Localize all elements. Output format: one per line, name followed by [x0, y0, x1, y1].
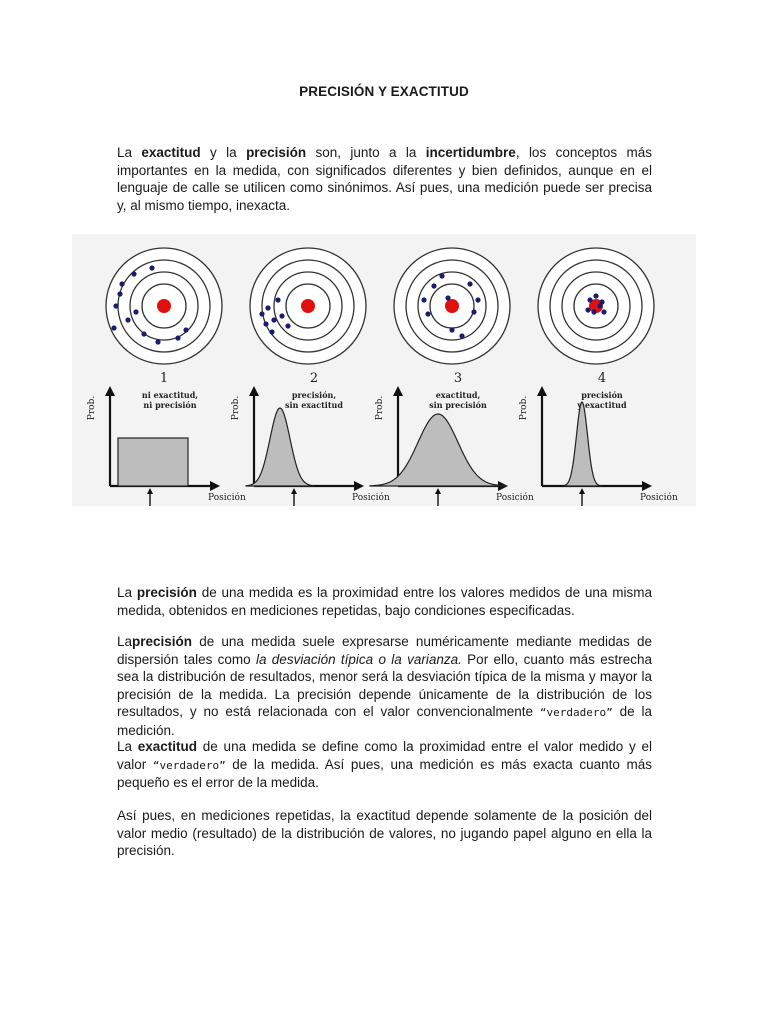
- measurement-dot: [275, 297, 280, 302]
- measurement-dot: [439, 273, 444, 278]
- bullseye-center: [445, 299, 459, 313]
- panel-number: 3: [453, 371, 463, 386]
- distribution-shape: [370, 414, 506, 486]
- panel-caption-line2: sin exactitud: [285, 400, 343, 410]
- measurement-dot: [459, 333, 464, 338]
- x-axis-arrow: [210, 481, 220, 491]
- true-value-marker-head: [147, 488, 153, 494]
- paragraph-accuracy-conclusion: [117, 807, 652, 860]
- bold-term: exactitud: [137, 739, 198, 754]
- y-axis-label: Prob.: [519, 395, 529, 421]
- x-axis-label: Posición: [352, 493, 390, 503]
- text-span: Así pues, en mediciones repetidas, la exactitud depende solamente de la posición del valor medio (resultado) de la distribución de valores, no jugando papel alguno en ella la precisión.: [117, 808, 652, 858]
- paragraph-intro: [117, 144, 652, 214]
- panel-caption-line1: ni exactitud,: [141, 390, 199, 400]
- text-span: La: [117, 585, 137, 600]
- measurement-dot: [431, 283, 436, 288]
- measurement-dot: [587, 297, 592, 302]
- measurement-dot: [117, 291, 122, 296]
- bold-term: precisión: [136, 585, 197, 600]
- y-axis-label: Prob.: [231, 395, 241, 421]
- text-span: de la medición.: [117, 704, 652, 738]
- measurement-dot: [597, 303, 602, 308]
- measurement-dot: [593, 293, 598, 298]
- text-span: son, junto a la: [306, 145, 426, 160]
- measurement-dot: [449, 327, 454, 332]
- measurement-dot: [445, 295, 450, 300]
- quoted-term: “verdadero”: [152, 758, 226, 772]
- measurement-dot: [585, 307, 590, 312]
- distribution-shape: [118, 438, 188, 486]
- measurement-dot: [265, 305, 270, 310]
- text-span: La: [117, 739, 138, 754]
- x-axis-label: Posición: [208, 493, 246, 503]
- text-span: Por ello, cuanto más estrecha sea la distribución de resultados, menor será la desviación típica de la misma y mayor la precisión de la medida. La precisión depende únicamente de la distribución de los resultados, y no está relacionada con el valor convencionalmente: [117, 651, 652, 719]
- panel-caption-line1: exactitud,: [435, 390, 481, 400]
- measurement-dot: [471, 309, 476, 314]
- y-axis-label: Prob.: [87, 395, 97, 421]
- bold-term: precisión: [246, 145, 307, 160]
- measurement-dot: [279, 313, 284, 318]
- measurement-dot: [133, 309, 138, 314]
- measurement-dot: [149, 265, 154, 270]
- quoted-term: “verdadero”: [539, 706, 613, 719]
- text-span: de una medida se define como la proximidad entre el valor medido y el valor: [117, 739, 652, 772]
- text-span: , los conceptos más importantes en la medida, con significados diferentes y bien definidos, aunque en el lenguaje de calle se utilicen como sinónimos. Así pues, una medición puede ser precisa y, al mismo tiempo, inexacta.: [117, 145, 652, 213]
- measurement-dot: [113, 303, 118, 308]
- y-axis-arrow: [537, 386, 547, 396]
- panel-number: 4: [597, 371, 607, 386]
- panel-caption-line2: y exactitud: [577, 400, 627, 410]
- measurement-dot: [263, 321, 268, 326]
- panel-number: 1: [159, 371, 169, 386]
- panel-caption-line1: precisión: [581, 390, 623, 400]
- precision-accuracy-figure: [72, 234, 696, 506]
- measurement-dot: [285, 323, 290, 328]
- distribution-shape: [563, 402, 600, 486]
- true-value-marker-head: [435, 488, 441, 494]
- panel-number: 2: [309, 371, 319, 386]
- x-axis-arrow: [642, 481, 652, 491]
- measurement-dot: [155, 339, 160, 344]
- measurement-dot: [119, 281, 124, 286]
- y-axis-arrow: [249, 386, 259, 396]
- panel-caption-line2: sin precisión: [429, 400, 487, 410]
- paragraph-accuracy-definition: [117, 738, 652, 792]
- measurement-dot: [141, 331, 146, 336]
- panel-caption-line1: precisión,: [291, 390, 337, 400]
- measurement-dot: [131, 271, 136, 276]
- text-span: y la: [200, 145, 247, 160]
- measurement-dot: [425, 311, 430, 316]
- text-span: La: [117, 145, 142, 160]
- measurement-dot: [269, 329, 274, 334]
- x-axis-label: Posición: [496, 493, 534, 503]
- y-axis-arrow: [393, 386, 403, 396]
- measurement-dot: [111, 325, 116, 330]
- bold-term: incertidumbre: [425, 145, 516, 160]
- measurement-dot: [183, 327, 188, 332]
- true-value-marker-head: [291, 488, 297, 494]
- bullseye-center: [157, 299, 171, 313]
- text-span: La: [117, 634, 133, 649]
- text-span: de la medida. Así pues, una medición es más exacta cuanto más pequeño es el error de la medida.: [117, 756, 652, 790]
- page-title: PRECISIÓN Y EXACTITUD: [299, 84, 469, 99]
- y-axis-label: Prob.: [375, 395, 385, 421]
- italic-term: la desviación típica o la varianza.: [255, 651, 462, 667]
- true-value-marker-head: [579, 488, 585, 494]
- paragraph-precision-dispersion: [117, 633, 652, 739]
- panel-caption-line2: ni precisión: [143, 400, 197, 410]
- measurement-dot: [125, 317, 130, 322]
- y-axis-arrow: [105, 386, 115, 396]
- bold-term: precisión: [132, 634, 193, 649]
- measurement-dot: [175, 335, 180, 340]
- bullseye-center: [301, 299, 315, 313]
- figure-svg: [72, 234, 696, 506]
- measurement-dot: [591, 309, 596, 314]
- text-span: de una medida suele expresarse numéricamente mediante medidas de dispersión tales como: [117, 634, 652, 667]
- measurement-dot: [475, 297, 480, 302]
- bold-term: exactitud: [141, 145, 201, 160]
- measurement-dot: [259, 311, 264, 316]
- text-span: de una medida es la proximidad entre los valores medidos de una misma medida, obtenidos en mediciones repetidas, bajo condiciones especificadas.: [117, 585, 652, 618]
- paragraph-precision-definition: [117, 584, 652, 619]
- measurement-dot: [601, 309, 606, 314]
- x-axis-arrow: [354, 481, 364, 491]
- measurement-dot: [467, 281, 472, 286]
- distribution-shape: [246, 408, 314, 486]
- measurement-dot: [271, 317, 276, 322]
- measurement-dot: [421, 297, 426, 302]
- x-axis-label: Posición: [640, 493, 678, 503]
